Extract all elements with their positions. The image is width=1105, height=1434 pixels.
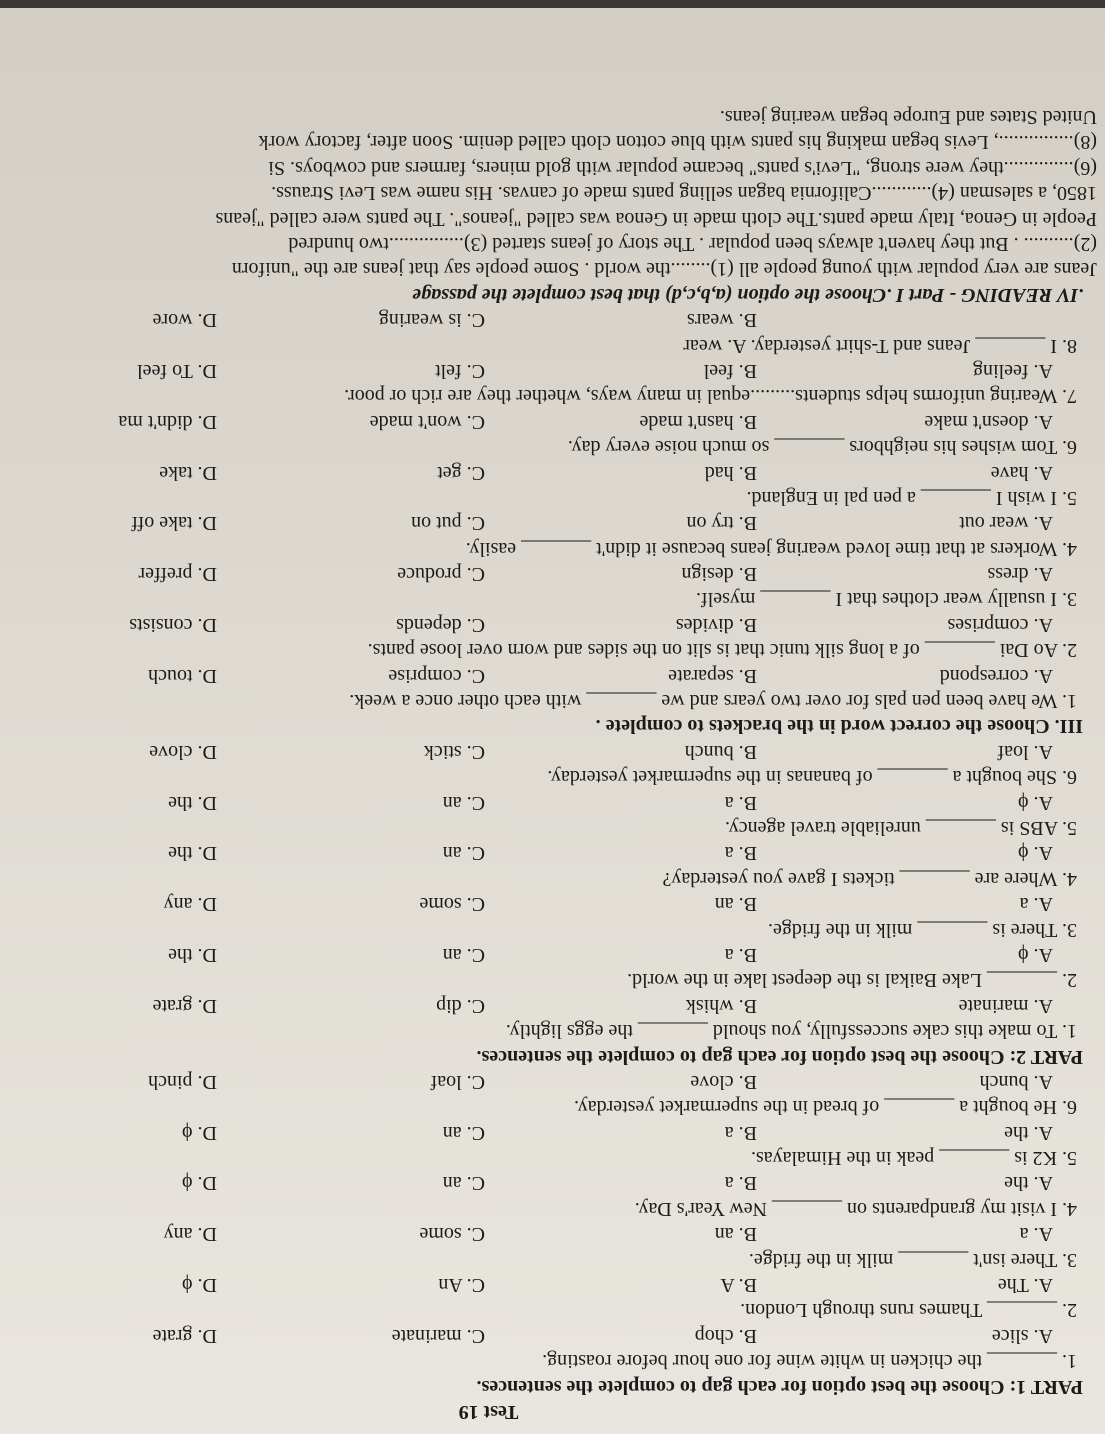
answer-option[interactable]: A. The: [997, 1274, 1053, 1297]
answer-option[interactable]: B. design: [681, 563, 757, 586]
question-stem: 2. Ao Dai _______ of a long silk tunic that is slit on the sides and worn over loose pants.: [367, 639, 1077, 662]
answer-option[interactable]: D. didn't ma: [118, 410, 217, 433]
answer-option[interactable]: B. had: [704, 461, 757, 484]
passage-line: (6)..............they were strong, "Levi's pants" became popular with gold miners, farmers and cowboys. Si: [268, 156, 1097, 179]
answer-option[interactable]: A. marinate: [958, 994, 1053, 1017]
answer-option[interactable]: C. An: [438, 1274, 485, 1297]
answer-option[interactable]: D. clove: [149, 740, 217, 763]
answer-option[interactable]: C. get: [437, 461, 485, 484]
answer-option[interactable]: A. a: [1019, 893, 1053, 916]
answer-option[interactable]: A. ϕ: [1018, 943, 1053, 966]
answer-option[interactable]: B. A: [720, 1274, 757, 1297]
answer-option[interactable]: D. the: [168, 842, 217, 865]
question-stem: 3. I usually wear clothes that I _______ myself.: [695, 588, 1077, 611]
answer-option[interactable]: A. slice: [991, 1324, 1053, 1347]
answer-option[interactable]: A. ϕ: [1018, 842, 1053, 865]
answer-option[interactable]: B. a: [724, 1172, 757, 1195]
answer-options: [0, 1272, 1097, 1297]
question-stem: 3. There isn't _______ milk in the fridge.: [748, 1248, 1077, 1271]
answer-option[interactable]: A. the: [1004, 1172, 1053, 1195]
answer-options: [0, 662, 1097, 687]
answer-option[interactable]: B. an: [714, 1223, 757, 1246]
answer-option[interactable]: B. try on: [686, 512, 757, 535]
answer-options: [0, 992, 1097, 1017]
answer-option[interactable]: A. bunch: [979, 1070, 1053, 1093]
part3-heading: III. Choose the correct word in the brackets to complete .: [595, 715, 1083, 738]
answer-option[interactable]: B. divides: [675, 613, 757, 636]
question-stem: 3. There is _______ milk in the fridge.: [767, 918, 1077, 941]
question-stem: 1. _______ the chicken in white wine for one hour before roasting.: [542, 1350, 1077, 1373]
answer-option[interactable]: C. depends: [396, 613, 485, 636]
answer-options: [0, 1221, 1097, 1246]
answer-option[interactable]: B. a: [724, 791, 757, 814]
question-stem: 8. I _______ Jeans and T-shirt yesterday. A. wear: [683, 334, 1077, 357]
answer-option[interactable]: B. separate: [668, 664, 757, 687]
question-stem: 2. _______ Thames runs through London.: [740, 1299, 1077, 1322]
answer-option[interactable]: D. the: [168, 791, 217, 814]
answer-option[interactable]: C. dip: [436, 994, 485, 1017]
answer-option[interactable]: B. clove: [690, 1070, 757, 1093]
answer-option[interactable]: C. marinate: [391, 1324, 485, 1347]
question-stem: 6. Tom wishes his neighbors _______ so much noise every day.: [567, 436, 1077, 459]
answer-option[interactable]: D. grate: [152, 994, 217, 1017]
answer-option[interactable]: C. an: [442, 791, 485, 814]
passage-line: Jeans are very popular with young people all (1)........the world . Some people say that jeans are the "uniforn: [231, 258, 1097, 281]
answer-option[interactable]: A. doesn't make: [924, 410, 1053, 433]
part2-question-list: [0, 738, 1097, 1043]
part1-heading: PART 1: Choose the best option for each gap to complete the sentences.: [476, 1375, 1083, 1398]
answer-option[interactable]: D. take off: [131, 512, 217, 535]
passage-line: United States and Europe began wearing jeans.: [719, 106, 1097, 129]
worksheet-content: [0, 104, 1097, 1424]
answer-option[interactable]: C. stick: [423, 740, 485, 763]
question-stem: 1. We have been pen pals for over two years and we _______ with each other once a week.: [349, 690, 1077, 713]
answer-option[interactable]: B. wears: [687, 309, 757, 332]
answer-option[interactable]: D. pinch: [148, 1070, 217, 1093]
reading-passage: [0, 104, 1097, 282]
passage-line: (8)..............., Levis began making his pants with blue cotton cloth called denim. Soon after, factory work: [258, 131, 1097, 154]
answer-option[interactable]: C. produce: [397, 563, 485, 586]
answer-option[interactable]: A. the: [1004, 1121, 1053, 1144]
question-stem: 5. ABS is _______ unreliable travel agency.: [725, 817, 1077, 840]
answer-option[interactable]: C. loaf: [430, 1070, 485, 1093]
answer-option[interactable]: C. an: [442, 842, 485, 865]
answer-option[interactable]: D. To feel: [137, 359, 217, 382]
question-stem: 5. K2 is _______ peak in the Himalayas.: [750, 1147, 1077, 1170]
passage-line: 1850, a salesman (4)............California bagan selling pants made of canvas. His name was Levi Strauss.: [271, 182, 1097, 205]
answer-options: [0, 612, 1097, 637]
answer-option[interactable]: D. ϕ: [182, 1172, 217, 1195]
answer-options: [0, 840, 1097, 865]
question-stem: 5. I wish I _______ a pen pal in England.: [746, 486, 1077, 509]
answer-option[interactable]: C. felt: [435, 359, 485, 382]
answer-option[interactable]: C. won't made: [369, 410, 485, 433]
part4-heading: .IV READING - Part I .Choose the option (a,b,c,d) that best complete the passage: [412, 283, 1083, 306]
answer-options: [0, 1322, 1097, 1347]
question-stem: 2. _______ Lake Baikal is the deepest lake in the world.: [627, 969, 1077, 992]
answer-option[interactable]: D. grate: [152, 1324, 217, 1347]
answer-option[interactable]: C. an: [442, 943, 485, 966]
answer-option[interactable]: A. dress: [987, 563, 1053, 586]
answer-option[interactable]: A. have: [990, 461, 1053, 484]
answer-option[interactable]: D. wore: [152, 309, 217, 332]
answer-options: [0, 408, 1097, 433]
answer-option[interactable]: A. correspond: [939, 664, 1053, 687]
answer-options: [0, 307, 1097, 332]
answer-options: [0, 510, 1097, 535]
answer-option[interactable]: C. put on: [411, 512, 485, 535]
answer-option[interactable]: D. ϕ: [182, 1121, 217, 1144]
answer-option[interactable]: D. the: [168, 943, 217, 966]
answer-option[interactable]: A. feeling: [973, 359, 1053, 382]
answer-option[interactable]: D. consists: [129, 613, 217, 636]
answer-options: [0, 891, 1097, 916]
question-stem: 4. Workers at that time loved wearing jeans because it didn't _______ easily.: [465, 537, 1077, 560]
answer-option[interactable]: B. a: [724, 1121, 757, 1144]
question-stem: 4. I visit my grandparents on _______ New Year's Day.: [634, 1197, 1077, 1220]
answer-options: [0, 942, 1097, 967]
answer-option[interactable]: B. a: [724, 842, 757, 865]
answer-options: [0, 1170, 1097, 1195]
answer-options: [0, 738, 1097, 763]
answer-option[interactable]: A. a: [1019, 1223, 1053, 1246]
passage-line: People in Genoa, Italy made pants.The cloth made in Genoa was called "jeanos". The pants were called "jeans: [215, 207, 1097, 230]
answer-option[interactable]: A. comprises: [947, 613, 1053, 636]
answer-option[interactable]: D. ϕ: [182, 1274, 217, 1297]
answer-option[interactable]: A. ϕ: [1018, 791, 1053, 814]
answer-option[interactable]: C. is wearing: [378, 309, 485, 332]
answer-option[interactable]: B. a: [724, 943, 757, 966]
answer-option[interactable]: D. any: [163, 893, 217, 916]
question-stem: 7. Wearing uniforms helps students.........equal in many ways, whether they are rich or poor.: [344, 385, 1077, 408]
page-bottom-edge: [0, 0, 1105, 8]
answer-option[interactable]: A. wear out: [959, 512, 1053, 535]
answer-option[interactable]: B. chop: [694, 1324, 757, 1347]
answer-option[interactable]: B. bunch: [684, 740, 757, 763]
part1-question-list: [0, 1069, 1097, 1374]
answer-option[interactable]: D. any: [163, 1223, 217, 1246]
answer-option[interactable]: C. an: [442, 1121, 485, 1144]
part2-heading: PART 2: Choose the best option for each gap to complete the sentences.: [476, 1045, 1083, 1068]
answer-option[interactable]: B. feel: [703, 359, 757, 382]
answer-option[interactable]: C. some: [419, 1223, 485, 1246]
answer-options: [0, 1119, 1097, 1144]
answer-option[interactable]: D. touch: [148, 664, 217, 687]
question-stem: 6. She bought a _______ of bananas in the supermarket yesterday.: [547, 766, 1077, 789]
answer-option[interactable]: B. hasn't made: [639, 410, 757, 433]
test-title: Test 19: [458, 1401, 519, 1423]
answer-options: [0, 459, 1097, 484]
question-stem: 1. To make this cake successfully, you should _______ the eggs lightly.: [505, 1020, 1077, 1043]
answer-option[interactable]: B. an: [714, 893, 757, 916]
answer-options: [0, 561, 1097, 586]
answer-option[interactable]: D. take: [159, 461, 217, 484]
answer-option[interactable]: C. some: [419, 893, 485, 916]
answer-option[interactable]: D. preffer: [138, 563, 217, 586]
question-stem: 4. Where are _______ tickets I gave you yesterday?: [662, 867, 1077, 890]
part3-question-list: [0, 307, 1097, 713]
answer-options: [0, 358, 1097, 383]
answer-option[interactable]: A. loaf: [997, 740, 1053, 763]
answer-option[interactable]: C. comprise: [388, 664, 485, 687]
passage-line: (2).......... . But they haven't always been popular . The story of jeans started (3)...............two hundred: [288, 233, 1097, 256]
answer-options: [0, 789, 1097, 814]
answer-option[interactable]: B. whisk: [685, 994, 757, 1017]
answer-option[interactable]: C. an: [442, 1172, 485, 1195]
answer-options: [0, 1069, 1097, 1094]
question-stem: 6. He bought a _______ of bread in the supermarket yesterday.: [574, 1096, 1077, 1119]
